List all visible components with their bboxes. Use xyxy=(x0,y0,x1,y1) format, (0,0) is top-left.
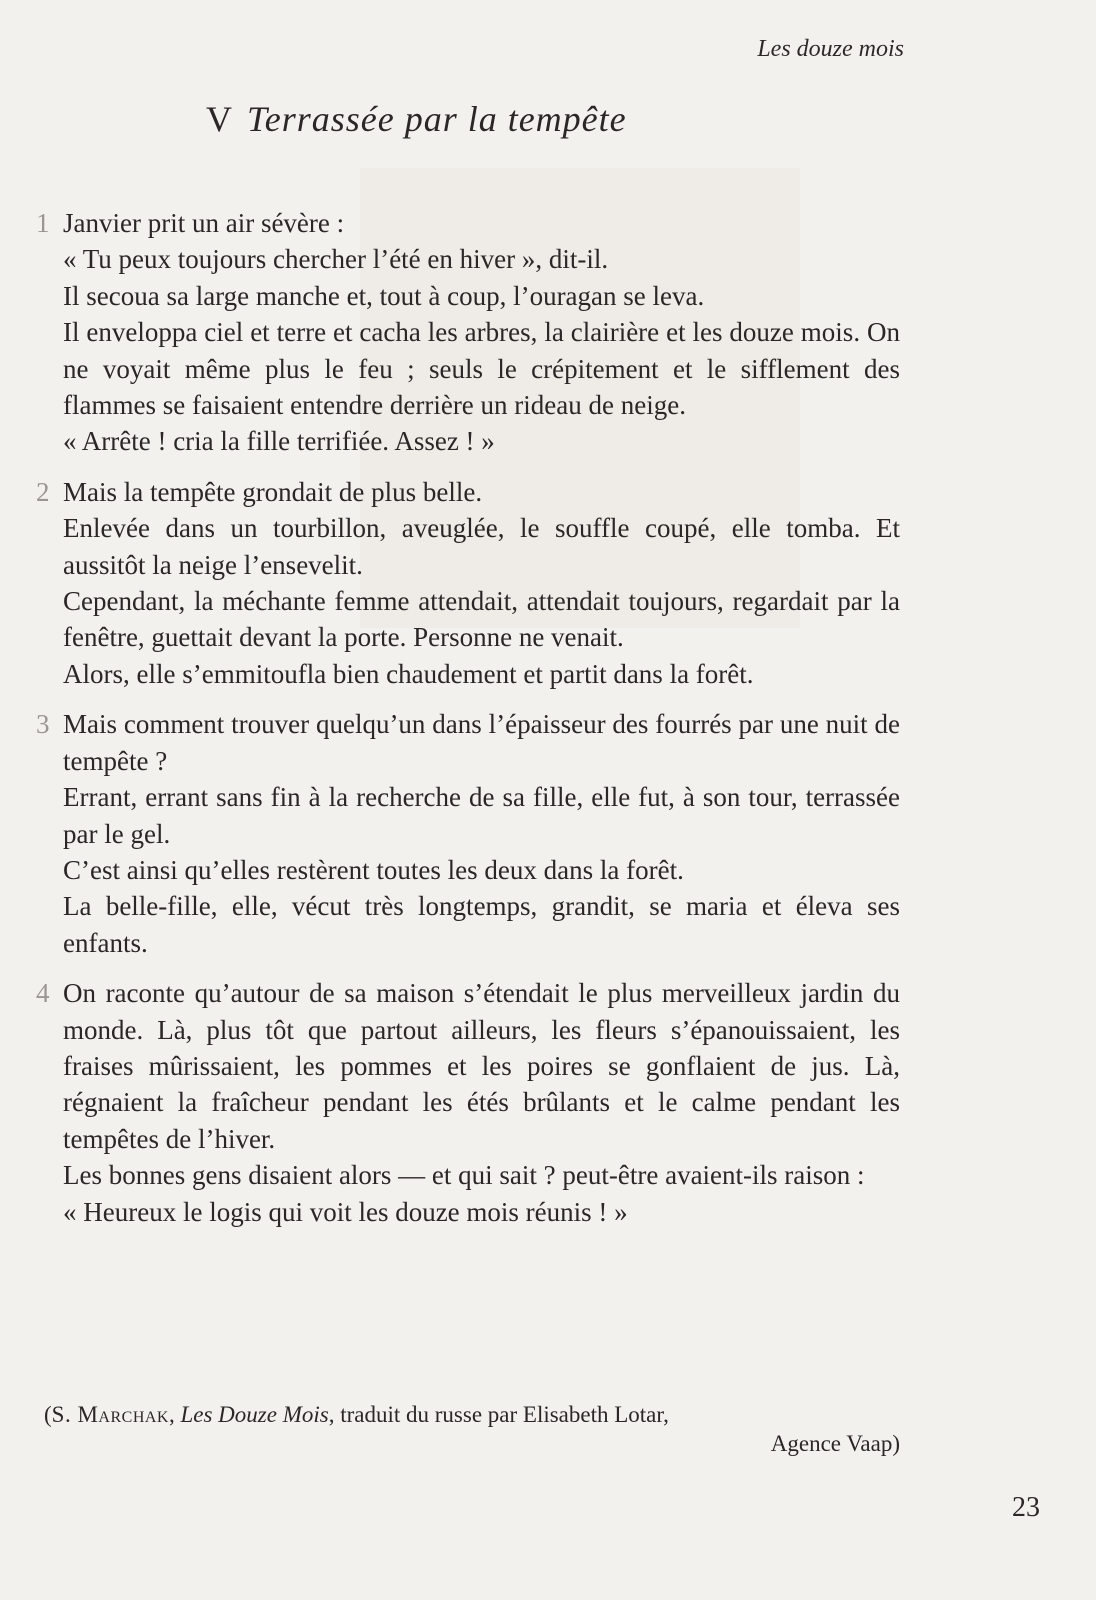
credit-work-title: Les Douze Mois xyxy=(180,1402,329,1427)
paragraph xyxy=(36,706,900,779)
section-number: 4 xyxy=(36,978,50,1009)
section-number: 2 xyxy=(36,476,50,507)
source-credit xyxy=(44,1400,900,1458)
story-body xyxy=(36,205,900,1230)
paragraph: « Tu peux toujours chercher l’été en hiver », dit-il. xyxy=(63,244,609,275)
chapter-title-text: Terrassée par la tempête xyxy=(247,99,627,139)
credit-open-paren: ( xyxy=(44,1402,52,1427)
paragraph: « Arrête ! cria la fille terrifiée. Assez ! » xyxy=(63,426,495,457)
credit-translation: , traduit du russe par Elisabeth Lotar, xyxy=(328,1402,669,1427)
credit-separator: , xyxy=(168,1402,181,1427)
paragraph: Enlevée dans un tourbillon, aveuglée, le souffle coupé, elle tomba. Et aussitôt la neige l’ensevelit. xyxy=(63,513,900,580)
paragraph xyxy=(36,975,900,1157)
credit-agency: Agence Vaap) xyxy=(770,1431,900,1456)
paragraph-text: On raconte qu’autour de sa maison s’étendait le plus merveilleux jardin du monde. Là, plus tôt que partout ailleurs, les fleurs s’épanouissaient, les fraises mûrissaient, les pommes et les poires se gonflaient de jus. Là, régnaient la fraîcheur pendant les étés brûlants et le calme pendant les tempêtes de l’hiver. xyxy=(63,978,900,1154)
paragraph: Il enveloppa ciel et terre et cacha les arbres, la clairière et les douze mois. On ne voyait même plus le feu ; seuls le crépitement et le sifflement des flammes se faisaient entendre derrière un rideau de neige. xyxy=(63,317,900,421)
paragraph: Cependant, la méchante femme attendait, attendait toujours, regardait par la fenêtre, guettait devant la porte. Personne ne venait. xyxy=(63,586,900,653)
paragraph: C’est ainsi qu’elles restèrent toutes les deux dans la forêt. xyxy=(63,854,684,885)
section-number: 3 xyxy=(36,709,50,740)
paragraph: Alors, elle s’emmitoufla bien chaudement et partit dans la forêt. xyxy=(63,658,754,689)
paragraph-text: Mais la tempête grondait de plus belle. xyxy=(63,476,483,507)
chapter-number: V xyxy=(206,99,233,139)
chapter-title xyxy=(206,98,627,140)
paragraph: Il secoua sa large manche et, tout à coup, l’ouragan se leva. xyxy=(63,280,705,311)
section-number: 1 xyxy=(36,208,50,238)
paragraph: La belle-fille, elle, vécut très longtemps, grandit, se maria et éleva ses enfants. xyxy=(63,891,900,958)
paragraph: « Heureux le logis qui voit les douze mois réunis ! » xyxy=(63,1196,628,1227)
paragraph: Errant, errant sans fin à la recherche de sa fille, elle fut, à son tour, terrassée par le gel. xyxy=(63,782,900,849)
paragraph-text: Mais comment trouver quelqu’un dans l’épaisseur des fourrés par une nuit de tempête ? xyxy=(63,709,900,776)
paragraph: Les bonnes gens disaient alors — et qui sait ? peut-être avaient-ils raison : xyxy=(63,1160,865,1191)
credit-author: S. Marchak xyxy=(51,1402,169,1427)
running-header: Les douze mois xyxy=(757,36,904,62)
paragraph xyxy=(36,205,900,241)
paragraph xyxy=(36,474,900,510)
paragraph-text: Janvier prit un air sévère : xyxy=(63,208,345,238)
page-number: 23 xyxy=(1012,1492,1040,1523)
